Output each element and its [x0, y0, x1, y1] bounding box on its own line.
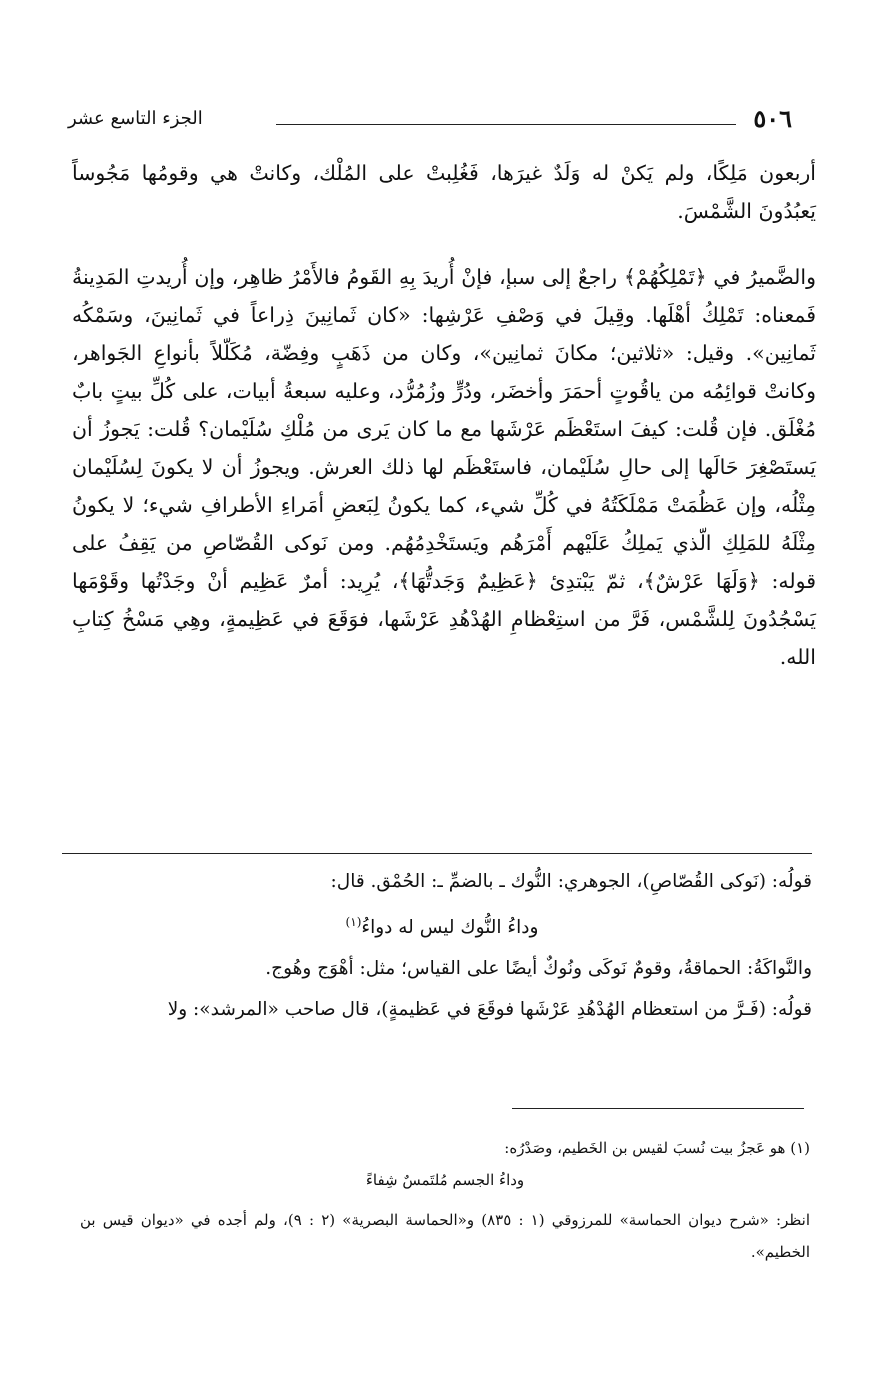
- footnotes: [80, 1132, 810, 1268]
- header-rule: [276, 124, 736, 125]
- part-title: الجزء التاسع عشر: [68, 108, 203, 129]
- footnote-rule: [512, 1108, 804, 1109]
- commentary-line-1: قولُه: (نَوكى القُصّاصِ)، الجوهري: النُّوك ـ بالضمِّ ـ: الحُمْق. قال:: [330, 871, 812, 892]
- commentary-verse: [72, 905, 812, 945]
- page-number: ٥٠٦: [753, 104, 792, 133]
- footnote-1-source: انظر: «شرح ديوان الحماسة» للمرزوقي (١ : ٨٣٥) و«الحماسة البصرية» (٢ : ٩)، ولم أجده في «ديوان قيس بن الخطيم».: [80, 1211, 810, 1261]
- footnote-ref-1[interactable]: (١): [345, 915, 362, 929]
- commentary-line-3: قولُه: (فَـرَّ من استعظام الهُدْهُدِ عَرْشَها فوقَعَ في عَظيمةٍ)، قال صاحب «المرشد»: ولا: [167, 999, 812, 1021]
- verse-text: وداءُ النُّوك ليس له دواءُ: [361, 917, 539, 939]
- footnote-1-verse: وداءُ الجسم مُلتَمسٌ شِفاءً: [365, 1171, 525, 1189]
- footnote-1: (١) هو عَجزُ بيت نُسبَ لقيس بن الخَطيم، وصَدْرُه:: [504, 1139, 810, 1157]
- main-paragraph-1: أربعون مَلِكًا، ولم يَكنْ له وَلَدٌ غيرَها، فَغُلِبتْ على المُلْك، وكانتْ هي وقومُها مَجُوساً يَعبُدُونَ الشَّمْسَ.: [72, 161, 816, 223]
- main-text: [72, 154, 816, 676]
- commentary-line-2: والنَّواكَةُ: الحماقةُ، وقومٌ نَوكَى ونُوكٌ أيضًا على القياس؛ مثل: أهْوَج وهُوج.: [265, 958, 812, 980]
- commentary-divider: [62, 853, 812, 854]
- main-paragraph-2: والضَّميرُ في ﴿تَمْلِكُهُمْ﴾ راجعٌ إلى سبإ، فإنْ أُريدَ بِهِ القَومُ فالأَمْرُ ظاهِر، وإن أُريدتِ المَدِينةُ فَمعناه: تَمْلِكُ أهْلَها. وقِيلَ في وَصْفِ عَرْشِها: «كان ثَمانِينَ ذِراعاً في ثَمانِينَ، وسَمْكُه ثَمانِين». وقيل: «ثلاثين؛ مكانَ ثمانِين»، وكان من ذَهَبٍ وفِضّة، مُكَلّلاً بأنواعِ الجَواهر، وكانتْ قوائِمُه من ياقُوتٍ أحمَرَ وأخضَر، ودُرٍّ وزُمُرُّد، وعليه سبعةُ أبيات، على كُلِّ بيتٍ بابٌ مُغْلَق. فإن قُلت: كيفَ استَعْظَم عَرْشَها مع ما كان يَرى من مُلْكِ سُلَيْمان؟ قُلت: يَجوزُ أن يَستَصْغِرَ حَالَها إلى حالِ سُلَيْمان، فاستَعْظَم لها ذلك العرش. ويجوزُ أن لا يكونَ لِسُلَيْمان مِثْلُه، وإن عَظُمَتْ مَمْلَكَتُهُ في كُلِّ شيء، كما يكونُ لِبَعضِ أمَراءِ الأطرافِ شيء؛ لا يكونُ مِثْلَهُ للمَلِكِ الّذي يَملِكُ عَلَيْهم أَمْرَهُم ويَستَخْدِمُهُم. ومن نَوكى القُصّاصِ من يَقِفُ على قوله: ﴿وَلَهَا عَرْشٌ﴾، ثمّ يَبْتدِئ ﴿عَظِيمٌ وَجَدتُّهَا﴾، يُرِيد: أمرٌ عَظِيم أنْ وجَدْتُها وقَوْمَها يَسْجُدُونَ لِلشَّمْس، فَرَّ من استِعْظامِ الهُدْهُدِ عَرْشَها، فوَقَعَ في عَظِيمةٍ، وهِي مَسْخُ كِتابِ الله.: [72, 265, 816, 669]
- commentary: [72, 864, 812, 1033]
- page-header: [68, 102, 792, 142]
